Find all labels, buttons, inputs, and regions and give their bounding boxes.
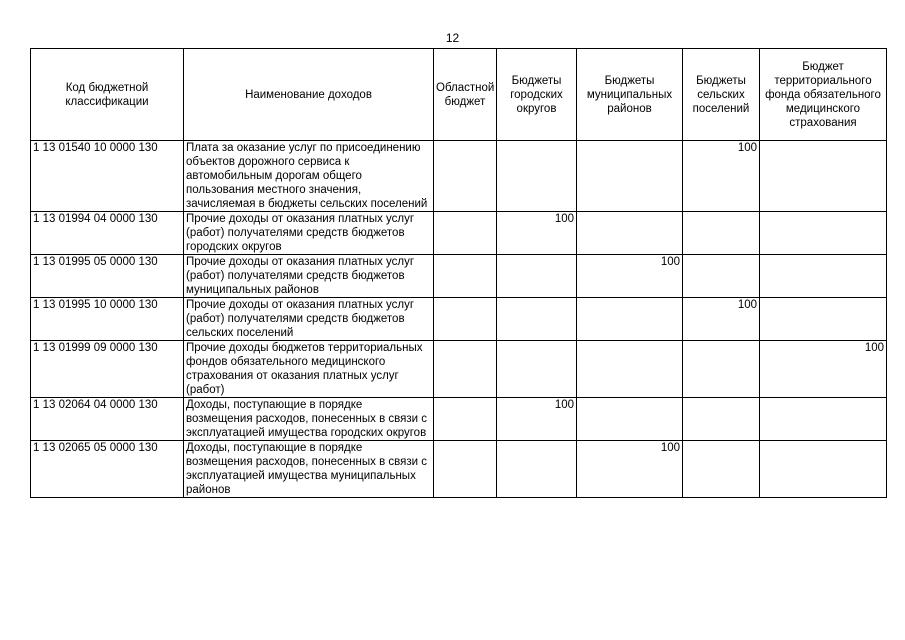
row-value-rural bbox=[683, 341, 760, 398]
row-value-rural: 100 bbox=[683, 298, 760, 341]
row-code: 1 13 02064 04 0000 130 bbox=[31, 398, 184, 441]
row-value-regional bbox=[434, 341, 497, 398]
row-name: Доходы, поступающие в порядке возмещения расходов, понесенных в связи с эксплуатацией имущества муниципальных районов bbox=[184, 441, 434, 498]
row-name: Прочие доходы от оказания платных услуг (работ) получателями средств бюджетов сельских поселений bbox=[184, 298, 434, 341]
row-value-city: 100 bbox=[497, 398, 577, 441]
row-value-municipal bbox=[577, 212, 683, 255]
row-value-municipal bbox=[577, 141, 683, 212]
row-value-city: 100 bbox=[497, 212, 577, 255]
row-name: Прочие доходы от оказания платных услуг (работ) получателями средств бюджетов муниципальных районов bbox=[184, 255, 434, 298]
row-value-fund: 100 bbox=[760, 341, 887, 398]
row-name: Прочие доходы от оказания платных услуг (работ) получателями средств бюджетов городских округов bbox=[184, 212, 434, 255]
header-rural-settlements: Бюджеты сельских поселений bbox=[683, 49, 760, 141]
row-value-municipal: 100 bbox=[577, 441, 683, 498]
row-name: Доходы, поступающие в порядке возмещения расходов, понесенных в связи с эксплуатацией имущества городских округов bbox=[184, 398, 434, 441]
row-code: 1 13 02065 05 0000 130 bbox=[31, 441, 184, 498]
row-value-regional bbox=[434, 255, 497, 298]
row-value-municipal bbox=[577, 398, 683, 441]
header-regional-budget: Областной бюджет bbox=[434, 49, 497, 141]
row-value-rural bbox=[683, 212, 760, 255]
revenue-table bbox=[30, 48, 887, 498]
row-value-regional bbox=[434, 441, 497, 498]
row-code: 1 13 01995 05 0000 130 bbox=[31, 255, 184, 298]
table-row bbox=[31, 141, 887, 212]
table-row bbox=[31, 398, 887, 441]
row-value-fund bbox=[760, 441, 887, 498]
row-value-regional bbox=[434, 398, 497, 441]
row-value-regional bbox=[434, 212, 497, 255]
row-value-municipal bbox=[577, 298, 683, 341]
row-value-fund bbox=[760, 255, 887, 298]
row-value-fund bbox=[760, 141, 887, 212]
row-name: Плата за оказание услуг по присоединению объектов дорожного сервиса к автомобильным дорогам общего пользования местного значения, зачисляемая в бюджеты сельских поселений bbox=[184, 141, 434, 212]
row-value-fund bbox=[760, 212, 887, 255]
row-code: 1 13 01995 10 0000 130 bbox=[31, 298, 184, 341]
row-code: 1 13 01994 04 0000 130 bbox=[31, 212, 184, 255]
row-value-city bbox=[497, 255, 577, 298]
row-value-rural bbox=[683, 398, 760, 441]
row-value-city bbox=[497, 141, 577, 212]
row-code: 1 13 01999 09 0000 130 bbox=[31, 341, 184, 398]
row-value-rural bbox=[683, 441, 760, 498]
row-value-fund bbox=[760, 398, 887, 441]
table-row bbox=[31, 298, 887, 341]
row-value-city bbox=[497, 441, 577, 498]
row-value-municipal: 100 bbox=[577, 255, 683, 298]
header-city-districts: Бюджеты городских округов bbox=[497, 49, 577, 141]
table-row bbox=[31, 441, 887, 498]
header-municipal-districts: Бюджеты муниципальных районов bbox=[577, 49, 683, 141]
table-header-row bbox=[31, 49, 887, 141]
header-name: Наименование доходов bbox=[184, 49, 434, 141]
page-number: 12 bbox=[445, 31, 460, 45]
row-value-municipal bbox=[577, 341, 683, 398]
row-value-regional bbox=[434, 298, 497, 341]
row-value-city bbox=[497, 341, 577, 398]
row-value-rural: 100 bbox=[683, 141, 760, 212]
row-value-fund bbox=[760, 298, 887, 341]
table-row bbox=[31, 212, 887, 255]
table-row bbox=[31, 341, 887, 398]
row-code: 1 13 01540 10 0000 130 bbox=[31, 141, 184, 212]
header-medical-insurance-fund: Бюджет территориального фонда обязательного медицинского страхования bbox=[760, 49, 887, 141]
row-value-rural bbox=[683, 255, 760, 298]
header-code: Код бюджетной классификации bbox=[31, 49, 184, 141]
row-value-city bbox=[497, 298, 577, 341]
table-row bbox=[31, 255, 887, 298]
row-name: Прочие доходы бюджетов территориальных фондов обязательного медицинского страхования от оказания платных услуг (работ) bbox=[184, 341, 434, 398]
row-value-regional bbox=[434, 141, 497, 212]
